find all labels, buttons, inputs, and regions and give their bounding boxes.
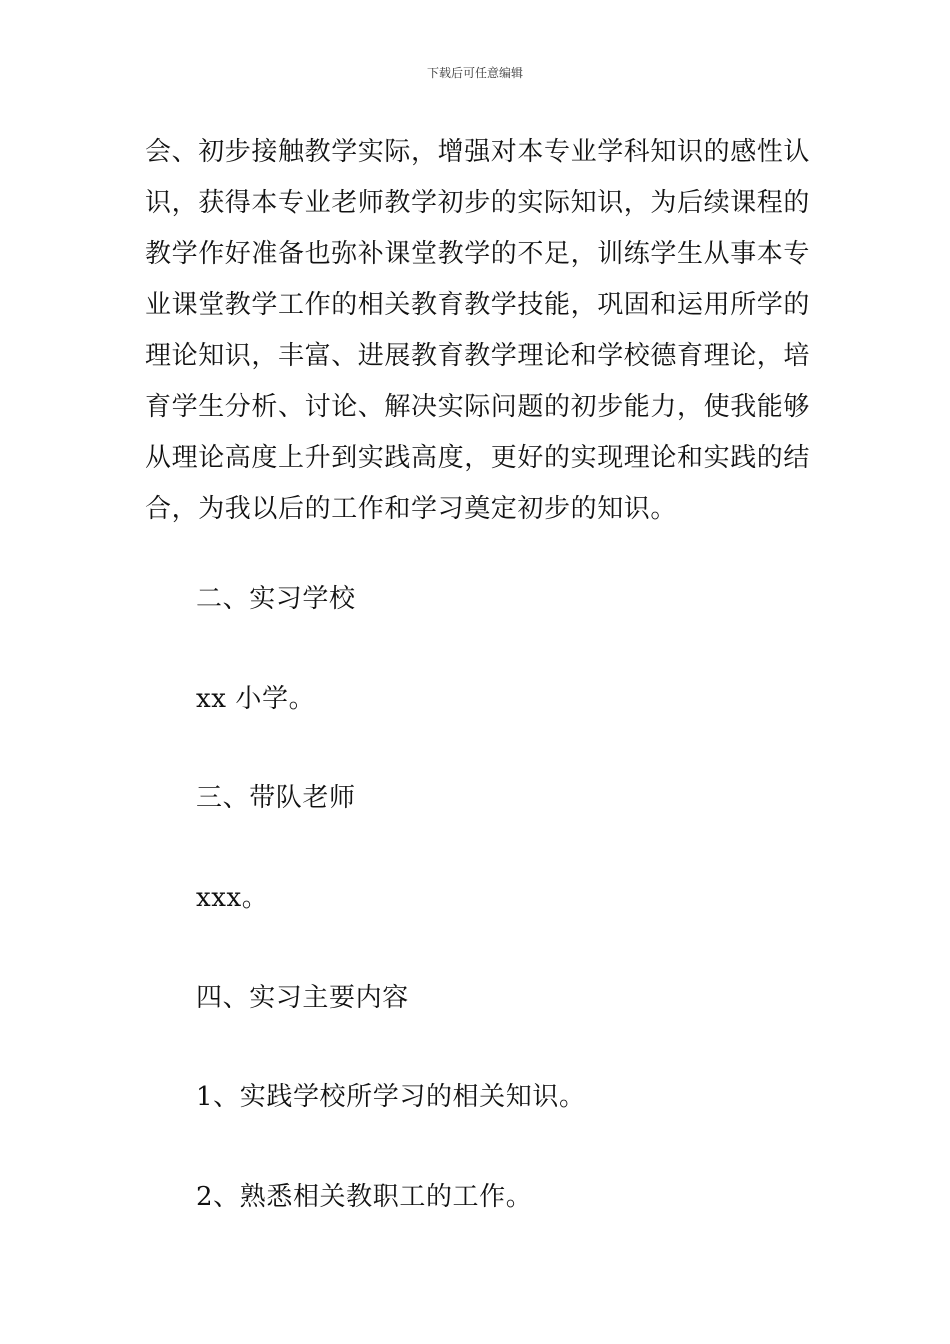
paragraph-line: 育学生分析、讨论、解决实际问题的初步能力，使我能够 — [145, 392, 811, 422]
paragraph-line: 合，为我以后的工作和学习奠定初步的知识。 — [145, 494, 678, 524]
paragraph-line: 会、初步接触教学实际，增强对本专业学科知识的感性认 — [145, 137, 811, 167]
teacher-name: xxx。 — [196, 883, 269, 913]
content-item-1: 1、实践学校所学习的相关知识。 — [196, 1082, 586, 1112]
section-heading-teacher: 三、带队老师 — [196, 783, 356, 813]
paragraph-line: 业课堂教学工作的相关教育教学技能，巩固和运用所学的 — [145, 290, 811, 320]
section-heading-content: 四、实习主要内容 — [196, 983, 409, 1013]
intro-paragraph — [145, 127, 815, 535]
section-heading-school: 二、实习学校 — [196, 584, 356, 614]
paragraph-line: 识，获得本专业老师教学初步的实际知识，为后续课程的 — [145, 188, 811, 218]
paragraph-line: 理论知识，丰富、进展教育教学理论和学校德育理论，培 — [145, 341, 811, 371]
paragraph-line: 教学作好准备也弥补课堂教学的不足，训练学生从事本专 — [145, 239, 811, 269]
school-name: xx 小学。 — [196, 684, 316, 714]
content-item-2: 2、熟悉相关教职工的工作。 — [196, 1182, 533, 1212]
paragraph-line: 从理论高度上升到实践高度，更好的实现理论和实践的结 — [145, 443, 811, 473]
page-header: 下载后可任意编辑 — [426, 66, 523, 80]
